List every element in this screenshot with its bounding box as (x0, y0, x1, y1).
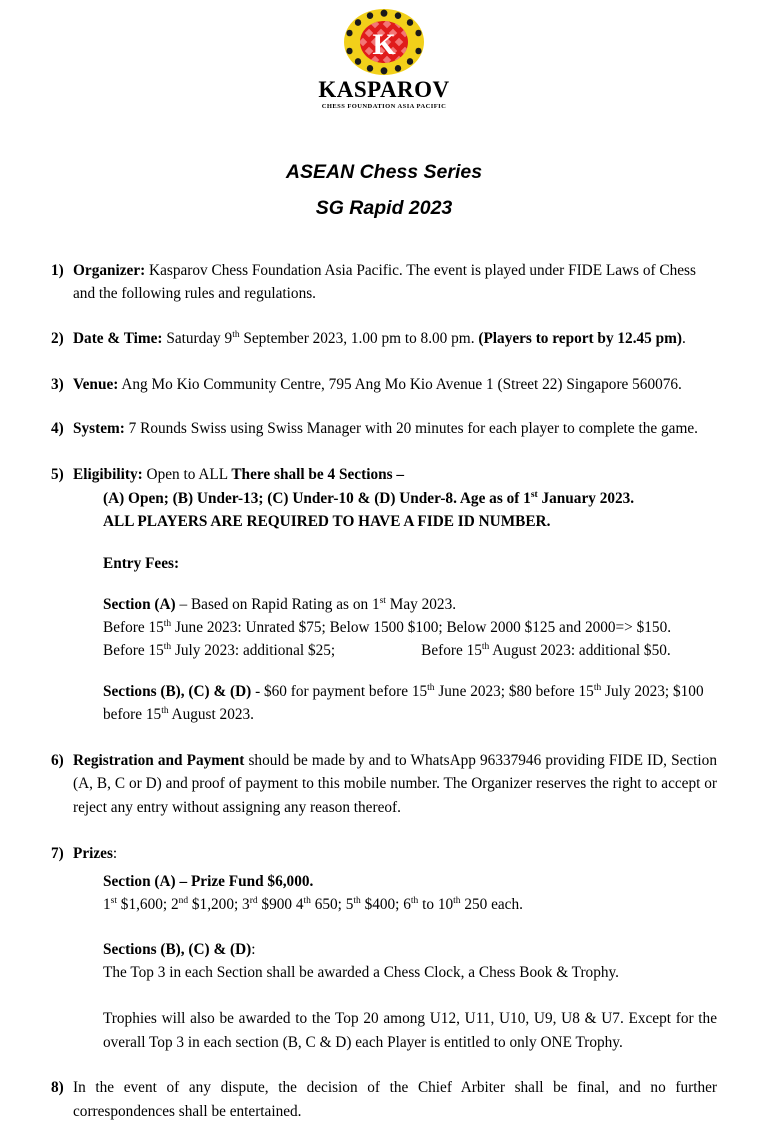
entry-fee-june (103, 617, 717, 640)
fee-august-prefix: Before 15 (421, 641, 482, 659)
clause-text: In the event of any dispute, the decision of the Chief Arbiter shall be final, and no further correspondences shall be entertained. (73, 1079, 717, 1121)
fee-june-amounts: June 2023: Unrated $75; Below 1500 $100; Below 2000 $125 and 2000=> $150. (171, 618, 672, 636)
clause-label: Prizes (73, 844, 113, 862)
bcd-fee-1: - $60 for payment before 15 (251, 682, 428, 700)
amount-4: 650; (310, 896, 346, 914)
page-title-line2: SG Rapid 2023 (315, 197, 453, 219)
sections-list: (A) Open; (B) Under-13; (C) Under-10 & (D) Under-8. Age as of 1 (103, 489, 531, 507)
section-a-basis: – Based on Rapid Rating as on 1 (175, 595, 380, 613)
clause-number: 8) (51, 1079, 64, 1097)
ordinal-suffix: st (379, 595, 386, 606)
clause-number: 5) (51, 466, 64, 484)
clause-text (73, 749, 717, 820)
clause-label: Organizer: (73, 261, 146, 279)
ordinal-suffix: th (453, 896, 461, 907)
clause-text (73, 373, 717, 397)
place-3: 3 (242, 896, 250, 914)
clause-text (73, 327, 717, 351)
colon: : (112, 844, 118, 862)
eligibility-sections-line (103, 487, 717, 511)
bcd-fee-4: August 2023. (168, 705, 254, 723)
ordinal-suffix: th (593, 682, 602, 693)
clause-number: 2) (51, 329, 64, 347)
clause-number: 3) (51, 375, 64, 393)
prizes-sections-bcd-heading (103, 939, 717, 962)
clause-venue (51, 373, 717, 397)
clause-number: 4) (51, 420, 64, 438)
clause-registration-payment (51, 749, 717, 820)
place-5: 5 (345, 896, 354, 914)
fee-august-amount: August 2023: additional $50. (489, 641, 671, 659)
clause-label: System: (73, 420, 125, 438)
clause-text (73, 417, 717, 441)
bcd-fee-2: June 2023; $80 before 15 (434, 682, 594, 700)
system-description: 7 Rounds Swiss using Swiss Manager with 20 minutes for each player to complete the game. (124, 420, 698, 438)
report-time-note: (Players to report by 12.45 pm) (478, 329, 682, 347)
ordinal-suffix: st (110, 896, 117, 907)
ordinal-suffix: th (232, 329, 240, 340)
clause-label: Registration and Payment (73, 751, 245, 769)
clause-number: 7) (51, 844, 64, 862)
ordinal-suffix: nd (178, 896, 189, 907)
fee-july-prefix: Before 15 (103, 641, 164, 659)
amount-3: $900 (257, 896, 296, 914)
section-a-rating-date: May 2023. (385, 595, 457, 613)
place-range: to 10 (418, 896, 454, 914)
age-cutoff-date: January 2023. (537, 489, 635, 507)
prizes-heading (73, 842, 717, 866)
registration-details: should be made by and to WhatsApp 96337946 providing FIDE ID, Section (A, B, C or D) and proof of payment to this mobile number. The Organizer reserves the right to accept or reject any entry without assigning any reason thereof. (73, 751, 717, 816)
place-4: 4 (295, 896, 304, 914)
clause-label: Venue: (73, 375, 119, 393)
ordinal-suffix: th (427, 682, 435, 693)
bcd-fee-3: July 2023; $100 before 15 (103, 682, 704, 723)
clause-date-time (51, 327, 717, 351)
logo-letter-k: K (372, 28, 396, 61)
clause-system (51, 417, 717, 441)
ordinal-suffix: rd (249, 896, 258, 907)
clause-label: Date & Time: (73, 329, 163, 347)
ordinal-suffix: th (481, 641, 490, 652)
fee-july-amount: July 2023: additional $25; (171, 641, 336, 659)
fide-id-requirement (103, 510, 717, 534)
entry-fee-july-august (103, 640, 717, 663)
trophies-note: Trophies will also be awarded to the Top 20 among U12, U11, U10, U9, U8 & U7. Except for the overall Top 3 in each section (B, C & D) each Player is entitled to only ONE Trophy. (103, 1010, 717, 1051)
clause-content: Kasparov Chess Foundation Asia Pacific. The event is played under FIDE Laws of Chess and the following rules and regulations. (73, 261, 696, 303)
section-a-label: Section (A) (103, 595, 176, 613)
ordinal-suffix: th (353, 896, 361, 907)
time-text: September 2023, 1.00 pm to 8.00 pm. (239, 329, 479, 347)
eligibility-open: Open to ALL (142, 466, 232, 484)
clause-organizer (51, 259, 717, 306)
prize-fund-section-a (103, 871, 717, 894)
organization-logo (0, 0, 768, 111)
ordinal-suffix: th (410, 896, 419, 907)
spacer (73, 663, 717, 681)
colon: : (251, 941, 256, 959)
place-2: 2 (170, 896, 179, 914)
ordinal-suffix: st (530, 489, 538, 500)
logo-wordmark: KASPAROV (318, 77, 450, 102)
amount-5: $400; (360, 896, 404, 914)
entry-fee-section-a (103, 594, 717, 617)
clause-label: Eligibility: (73, 466, 143, 484)
place-6: 6 (403, 896, 411, 914)
clause-text (73, 463, 717, 727)
fee-june-prefix: Before 15 (103, 618, 164, 636)
clause-number: 6) (51, 751, 64, 769)
prize-fund-label: Section (A) – Prize Fund $6,000. (103, 873, 314, 891)
spacer (73, 917, 717, 939)
clause-text (73, 259, 717, 306)
prize-breakdown (103, 894, 717, 917)
amount-2: $1,200; (188, 896, 243, 914)
clause-prizes (51, 842, 717, 1055)
document-body (51, 219, 717, 1124)
date-text: Saturday 9 (162, 329, 233, 347)
amount-6-10: 250 each. (460, 896, 523, 914)
prizes-sections-bcd-text: The Top 3 in each Section shall be awarded a Chess Clock, a Chess Book & Trophy. (103, 964, 619, 982)
spacer (73, 985, 717, 1007)
ordinal-suffix: th (161, 705, 169, 716)
clause-dispute (51, 1076, 717, 1123)
clause-text (73, 842, 717, 1055)
ordinal-suffix: th (303, 896, 311, 907)
spacer (73, 576, 717, 594)
entry-fees-label: Entry Fees: (103, 555, 180, 573)
amount-1: $1,600; (116, 896, 171, 914)
ordinal-suffix: th (163, 641, 172, 652)
fide-id-text: ALL PLAYERS ARE REQUIRED TO HAVE A FIDE ID NUMBER. (103, 513, 551, 531)
venue-address: Ang Mo Kio Community Centre, 795 Ang Mo Kio Avenue 1 (Street 22) Singapore 560076. (118, 375, 682, 393)
clause-eligibility (51, 463, 717, 727)
place-1: 1 (103, 896, 111, 914)
sections-bcd-label: Sections (B), (C) & (D) (103, 941, 252, 959)
kasparov-chess-emblem-icon (343, 8, 425, 76)
clause-number: 1) (51, 261, 64, 279)
page-title-line1: ASEAN Chess Series (285, 160, 483, 183)
period: . (682, 329, 686, 347)
logo-tagline: CHESS FOUNDATION ASIA PACIFIC (321, 103, 447, 110)
sections-bcd-label: Sections (B), (C) & (D) (103, 682, 252, 700)
ordinal-suffix: th (163, 618, 172, 629)
entry-fee-sections-bcd (103, 681, 717, 727)
sections-count-note: There shall be 4 Sections – (231, 466, 405, 484)
entry-fees-heading (103, 552, 717, 576)
spacer (73, 534, 717, 552)
eligibility-line-1 (73, 463, 717, 487)
